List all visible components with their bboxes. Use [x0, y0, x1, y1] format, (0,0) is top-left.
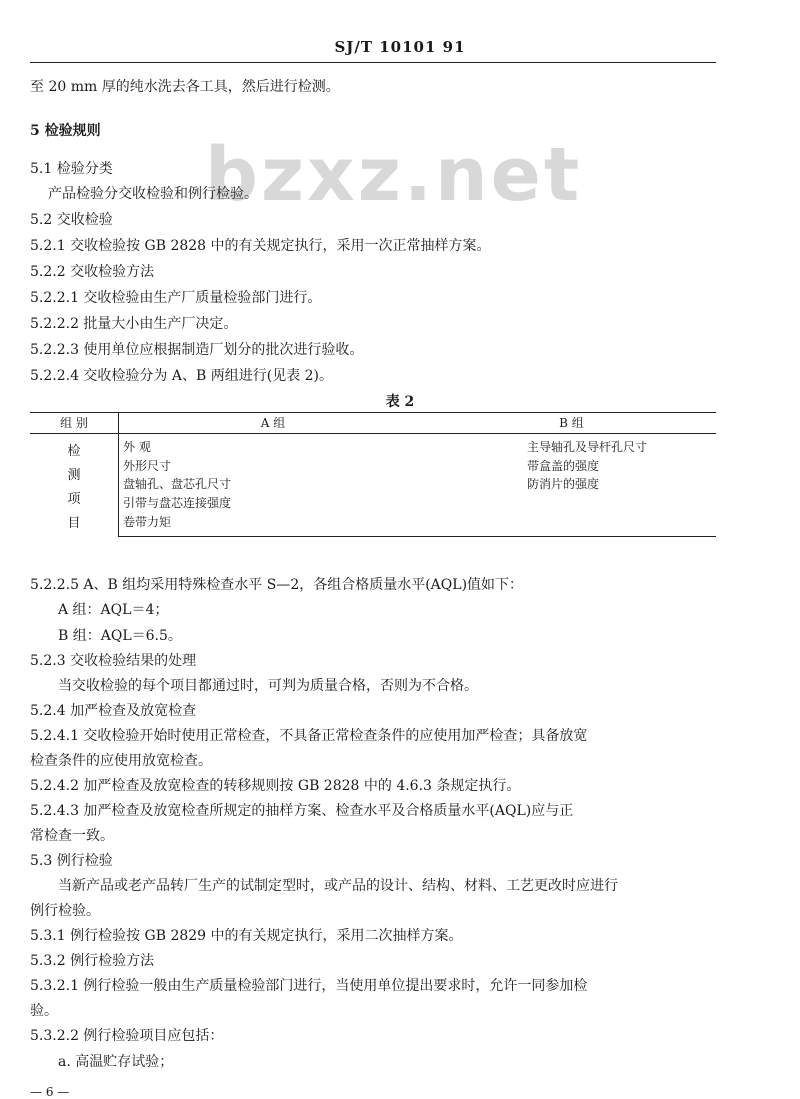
- text-line: B 组：AQL＝6.5。: [58, 628, 182, 644]
- side-char: 项: [67, 492, 81, 507]
- a-item: 卷带力矩: [119, 513, 428, 536]
- b-item: 防消片的强度: [527, 477, 600, 492]
- clause: 5.2.2.4 交收检验分为 A、B 两组进行(见表 2)。: [30, 368, 334, 384]
- clause: 5.3.2.2 例行检验项目应包括：: [30, 1028, 224, 1044]
- text-line: 例行检验。: [30, 903, 100, 919]
- clause: 5.3.2.1 例行检验一般由生产质量检验部门进行，当使用单位提出要求时，允许一同参加检: [30, 978, 588, 994]
- side-char: 检: [67, 444, 81, 459]
- watermark: bzxz.net: [205, 132, 583, 218]
- clause: 5.3.1 例行检验按 GB 2829 中的有关规定执行，采用二次抽样方案。: [30, 928, 463, 944]
- clause: 5.2.2.2 批量大小由生产厂决定。: [30, 316, 238, 332]
- text-line: 验。: [30, 1003, 58, 1019]
- b-item: [427, 513, 716, 536]
- header-rule: [30, 62, 716, 63]
- b-item: [427, 494, 716, 513]
- section-heading: 5 检验规则: [30, 123, 101, 139]
- text-line: 常检查一致。: [30, 828, 114, 844]
- table-caption: 表 2: [385, 394, 415, 410]
- b-item: 带盒盖的强度: [527, 458, 600, 473]
- subsection-heading: 5.2 交收检验: [30, 212, 113, 228]
- clause: 5.2.2.1 交收检验由生产厂质量检验部门进行。: [30, 290, 322, 306]
- a-item: 盘轴孔、盘芯孔尺寸: [123, 477, 232, 492]
- clause: 5.2.4.3 加严检查及放宽检查所规定的抽样方案、检查水平及合格质量水平(AQL)应与正: [30, 803, 574, 819]
- side-char: 测: [67, 468, 81, 483]
- col-header-a: A 组: [119, 413, 428, 434]
- clause: 5.2.1 交收检验按 GB 2828 中的有关规定执行，采用一次正常抽样方案。: [30, 238, 491, 254]
- table-2: [30, 412, 716, 537]
- side-label: [30, 434, 119, 537]
- col-header-category: 组 别: [30, 413, 119, 434]
- text-line: 产品检验分交收检验和例行检验。: [48, 186, 258, 202]
- a-item: 引带与盘芯连接强度: [123, 496, 232, 511]
- clause: 5.3.2 例行检验方法: [30, 953, 155, 969]
- text-line: A 组：AQL＝4；: [58, 602, 169, 618]
- clause: 5.2.4.1 交收检验开始时使用正常检查，不具备正常检查条件的应使用加严检查；具备放宽: [30, 728, 588, 744]
- clause: 5.2.4.2 加严检查及放宽检查的转移规则按 GB 2828 中的 4.6.3 条规定执行。: [30, 778, 521, 794]
- text-line: 当新产品或老产品转厂生产的试制定型时，或产品的设计、结构、材料、工艺更改时应进行: [58, 878, 618, 894]
- a-item: 外 观: [123, 440, 151, 454]
- text-line: 检查条件的应使用放宽检查。: [30, 753, 212, 769]
- b-item: 主导轴孔及导杆孔尺寸: [527, 440, 648, 454]
- side-char: 目: [67, 516, 81, 531]
- text-line: 至 20 mm 厚的纯水洗去各工具，然后进行检测。: [30, 79, 340, 95]
- col-header-b: B 组: [427, 413, 716, 434]
- text-line: 当交收检验的每个项目都通过时，可判为质量合格，否则为不合格。: [58, 678, 478, 694]
- subsection-heading: 5.3 例行检验: [30, 853, 113, 869]
- subsection-heading: 5.1 检验分类: [30, 161, 113, 177]
- page-footer: — 6 —: [30, 1085, 70, 1099]
- clause: 5.2.4 加严检查及放宽检查: [30, 703, 197, 719]
- clause: 5.2.2 交收检验方法: [30, 264, 155, 280]
- clause: 5.2.3 交收检验结果的处理: [30, 653, 197, 669]
- page-header: SJ/T 10101 91: [334, 38, 466, 56]
- clause: 5.2.2.5 A、B 组均采用特殊检查水平 S—2，各组合格质量水平(AQL)值如下：: [30, 577, 524, 593]
- a-item: 外形尺寸: [123, 458, 172, 473]
- list-item: a. 高温贮存试验；: [58, 1054, 174, 1070]
- clause: 5.2.2.3 使用单位应根据制造厂划分的批次进行验收。: [30, 342, 364, 358]
